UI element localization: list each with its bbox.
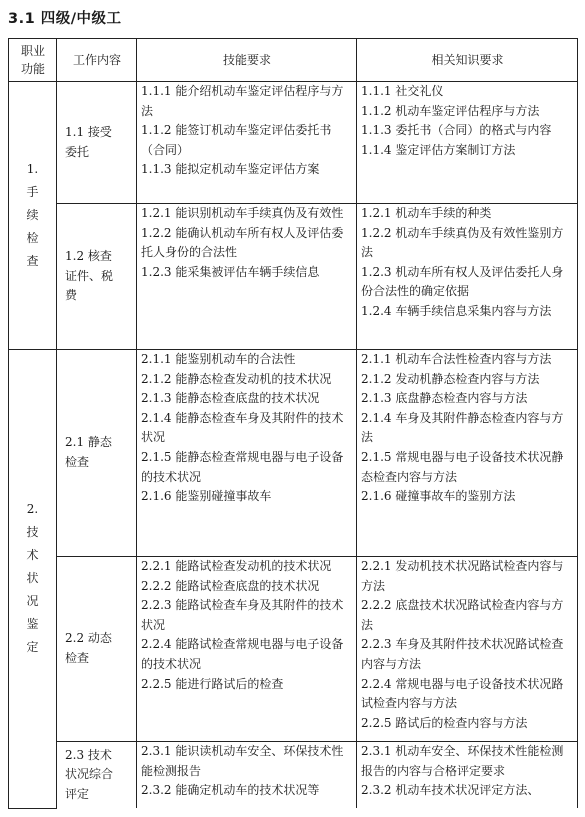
- text-line: 评定: [65, 786, 90, 801]
- header-work: 工作内容: [57, 39, 137, 82]
- work-cell: [57, 350, 137, 557]
- text-line: 2.2.1 发动机技术状况路试检查内容与方法: [361, 559, 564, 593]
- text-line: 2.1.3 能静态检查底盘的技术状况: [141, 391, 320, 406]
- text-line: 1.2 核查: [65, 249, 112, 264]
- text-line: 2.1.6 碰撞事故车的鉴别方法: [361, 489, 516, 504]
- header-knowledge: 相关知识要求: [357, 39, 578, 82]
- text-line: 2.: [26, 502, 39, 517]
- work-cell: [57, 82, 137, 204]
- text-line: 手: [26, 185, 39, 199]
- text-line: 鉴: [26, 617, 39, 632]
- knowledge-cell: [357, 557, 578, 742]
- text-line: 技: [26, 525, 39, 540]
- text-line: 定: [26, 640, 39, 655]
- text-line: 2.2 动态: [65, 631, 112, 646]
- text-line: 1.2.2 能确认机动车所有权人及评估委托人身份的合法性: [141, 225, 344, 260]
- table-row: [9, 204, 578, 350]
- skill-cell: [137, 350, 357, 557]
- text-line: 2.1.3 底盘静态检查内容与方法: [361, 391, 528, 406]
- skill-standard-table: [8, 38, 578, 809]
- work-cell: [57, 204, 137, 350]
- text-line: 检查: [65, 455, 90, 469]
- text-line: 2.1 静态: [65, 435, 112, 450]
- text-line: 2.2.5 能进行路试后的检查: [141, 676, 284, 691]
- func-cell-1: [9, 82, 57, 350]
- text-line: 1.1.3 能拟定机动车鉴定评估方案: [141, 162, 320, 177]
- text-line: 1.2.3 机动车所有权人及评估委托人身份合法性的确定依据: [361, 264, 564, 299]
- text-line: 2.2.3 车身及其附件技术状况路试检查内容与方法: [361, 637, 564, 671]
- text-line: 检: [26, 231, 39, 245]
- header-func: [9, 39, 57, 82]
- text-line: 2.1.1 能鉴别机动车的合法性: [141, 352, 296, 366]
- text-line: 2.1.4 车身及其附件静态检查内容与方法: [361, 410, 564, 445]
- table-row: [9, 82, 578, 204]
- text-line: 功能: [20, 62, 45, 76]
- text-line: 2.2.4 常规电器与电子设备技术状况路试检查内容与方法: [361, 676, 564, 711]
- text-line: 费: [65, 288, 78, 303]
- table-header-row: [9, 39, 578, 82]
- text-line: 2.3.2 能确定机动车的技术状况等: [141, 783, 320, 798]
- text-line: 1.2.1 能识别机动车手续真伪及有效性: [141, 206, 344, 220]
- text-line: 1.1.3 委托书（合同）的格式与内容: [361, 123, 552, 138]
- text-line: 2.3.2 机动车技术状况评定方法、: [361, 783, 540, 798]
- text-line: 1.2.3 能采集被评估车辆手续信息: [141, 264, 320, 279]
- text-line: 职业: [20, 44, 45, 58]
- text-line: 1.2.1 机动车手续的种类: [361, 206, 492, 220]
- text-line: 2.1.1 机动车合法性检查内容与方法: [361, 352, 552, 366]
- func-cell-2: [9, 350, 57, 809]
- text-line: 2.2.1 能路试检查发动机的技术状况: [141, 559, 332, 573]
- text-line: 1.1.2 能签订机动车鉴定评估委托书（合同）: [141, 123, 332, 157]
- text-line: 2.1.2 能静态检查发动机的技术状况: [141, 371, 332, 386]
- text-line: 1.1.1 社交礼仪: [361, 84, 444, 98]
- text-line: 2.2.2 能路试检查底盘的技术状况: [141, 578, 320, 593]
- table-row: [9, 557, 578, 742]
- section-title: 3.1 四级/中级工: [8, 11, 122, 27]
- table-row: [9, 350, 578, 557]
- text-line: 1.1.4 鉴定评估方案制订方法: [361, 142, 516, 157]
- work-cell: [57, 557, 137, 742]
- text-line: 1.2.4 车辆手续信息采集内容与方法: [361, 303, 552, 318]
- text-line: 续: [26, 208, 39, 222]
- skill-cell: [137, 557, 357, 742]
- header-skill: 技能要求: [137, 39, 357, 82]
- text-line: 2.2.4 能路试检查常规电器与电子设备的技术状况: [141, 637, 344, 671]
- skill-cell: [137, 82, 357, 204]
- text-line: 2.3 技术: [65, 747, 112, 762]
- table-row: [9, 742, 578, 809]
- text-line: 1.1.1 能介绍机动车鉴定评估程序与方法: [141, 84, 344, 118]
- text-line: 2.3.1 能识读机动车安全、环保技术性能检测报告: [141, 744, 344, 778]
- text-line: 1.1 接受: [65, 124, 112, 139]
- text-line: 证件、税: [65, 268, 114, 283]
- text-line: 况: [26, 594, 39, 609]
- work-cell: [57, 742, 137, 809]
- text-line: 状: [26, 571, 39, 586]
- text-line: 术: [26, 548, 39, 563]
- text-line: 2.1.2 发动机静态检查内容与方法: [361, 371, 540, 386]
- text-line: 委托: [65, 144, 90, 159]
- text-line: 2.1.6 能鉴别碰撞事故车: [141, 489, 272, 504]
- knowledge-cell: [357, 350, 578, 557]
- text-line: 2.1.4 能静态检查车身及其附件的技术状况: [141, 410, 344, 445]
- skill-cell: [137, 204, 357, 350]
- text-line: 检查: [65, 651, 90, 665]
- text-line: 1.2.2 机动车手续真伪及有效性鉴别方法: [361, 225, 564, 260]
- text-line: 2.1.5 能静态检查常规电器与电子设备的技术状况: [141, 449, 344, 484]
- text-line: 2.2.5 路试后的检查内容与方法: [361, 715, 528, 730]
- text-line: 2.3.1 机动车安全、环保技术性能检测报告的内容与合格评定要求: [361, 744, 564, 778]
- skill-cell: [137, 742, 357, 809]
- text-line: 1.1.2 机动车鉴定评估程序与方法: [361, 103, 540, 118]
- text-line: 2.1.5 常规电器与电子设备技术状况静态检查内容与方法: [361, 449, 564, 484]
- knowledge-cell: [357, 742, 578, 809]
- text-line: 2.2.3 能路试检查车身及其附件的技术状况: [141, 598, 344, 632]
- text-line: 1.: [26, 162, 39, 176]
- knowledge-cell: [357, 204, 578, 350]
- text-line: 2.2.2 底盘技术状况路试检查内容与方法: [361, 598, 564, 632]
- knowledge-cell: [357, 82, 578, 204]
- text-line: 状况综合: [65, 767, 114, 782]
- text-line: 查: [26, 254, 39, 268]
